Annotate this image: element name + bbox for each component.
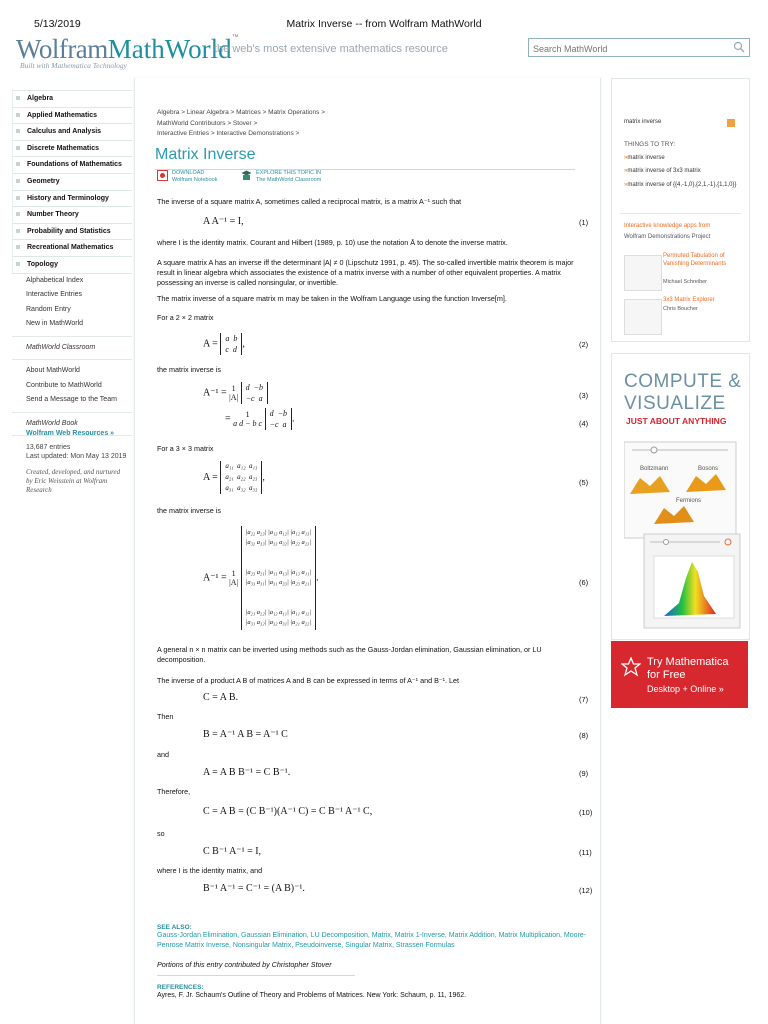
- matrix-cofactors: |a₂₂ a₂₃| |a₁₃ a₁₂| |a₁₂ a₁₃| |a₃₂ a₃₃| |a₃₃ a₃₂| |a₂₂ a₂₃| |a₂₃ a₂₁| |a₁₁ a₁₃| |a₁₃ a₁₁| |a₃₃ a₃₁| |a₃₁ a₃₃| |a₂₃ a₂₁| |a₂₁ a₂₂| |a₁₂ a₁₁| |a₁₁ a₁₂| |a₃₁ a₃₂| |a₃₂ a₃₁| |a₂₁ a₂₂|: [241, 526, 316, 630]
- last-updated: Last updated: Mon May 13 2019: [26, 453, 127, 460]
- ad-headline: [624, 371, 741, 415]
- demo-author: Chris Boucher: [663, 306, 698, 312]
- equation-number: (5): [579, 478, 589, 487]
- alpha-query[interactable]: matrix inverse: [624, 119, 662, 125]
- nav-item-topology[interactable]: Topology: [12, 257, 132, 274]
- classroom-label: EXPLORE THIS TOPIC IN: [256, 170, 322, 176]
- contributor-note: Portions of this entry contributed by Christopher Stover: [157, 960, 332, 969]
- equation-number: (4): [579, 419, 589, 428]
- equation-number: (8): [579, 731, 589, 740]
- equation-3x3-matrix: A = a₁₁ a₁₂ a₁₃ a₂₁ a₂₂ a₂₃ a₃₁ a₃₂ a₃₃,: [203, 462, 265, 492]
- nav-item-discrete-mathematics[interactable]: Discrete Mathematics: [12, 141, 132, 158]
- nav-divider: [12, 412, 132, 413]
- paragraph-definition: The inverse of a square matrix A, sometimes called a reciprocal matrix, is a matrix A⁻¹ such that: [157, 197, 462, 206]
- contrib-divider: [157, 975, 355, 976]
- demo-title[interactable]: 3x3 Matrix Explorer: [663, 297, 715, 303]
- paragraph-2x2: For a 2 × 2 matrix: [157, 313, 214, 322]
- nav-link-interactive-entries[interactable]: Interactive Entries: [26, 291, 83, 299]
- nav-item-probability[interactable]: Probability and Statistics: [12, 224, 132, 241]
- demo-thumbnail[interactable]: [624, 299, 662, 335]
- equation-8: B = A⁻¹ A B = A⁻¹ C: [203, 729, 288, 740]
- breadcrumb-line[interactable]: Algebra > Linear Algebra > Matrices > Matrix Operations >: [157, 109, 326, 116]
- logo-subtitle: Built with Mathematica Technology: [20, 61, 128, 70]
- label-boltzmann: Boltzmann: [640, 466, 669, 472]
- promo-line2: for Free: [647, 668, 686, 681]
- nav-item-foundations[interactable]: Foundations of Mathematics: [12, 157, 132, 174]
- paragraph-product: The inverse of a product A B of matrices A and B can be expressed in terms of A⁻¹ and B⁻¹. Let: [157, 676, 460, 685]
- label-bosons: Bosons: [698, 466, 719, 472]
- compute-visualize-ad[interactable]: [611, 353, 750, 640]
- title-divider: [155, 169, 575, 170]
- nav-link-send-message[interactable]: Send a Message to the Team: [26, 396, 117, 404]
- word-and: and: [157, 750, 169, 759]
- print-header: [0, 18, 768, 32]
- breadcrumb-line[interactable]: Interactive Entries > Interactive Demonstrations >: [157, 130, 300, 137]
- equation-2x2-matrix: A = a b c d,: [203, 334, 245, 354]
- equation-number: (11): [579, 848, 592, 857]
- equation-number: (12): [579, 886, 593, 895]
- web-resources-link[interactable]: Wolfram Web Resources »: [26, 430, 115, 437]
- word-then: Then: [157, 712, 174, 721]
- paragraph-general: A general n × n matrix can be inverted using methods such as the Gauss-Jordan elimination, Gaussian elimination, or LU decomposition.: [157, 645, 542, 664]
- try-link[interactable]: » matrix inverse of {{4,-1,0},{2,1,-1},{1,1,0}}: [624, 181, 742, 189]
- logo-wolfram-text: Wolfram: [16, 34, 108, 64]
- ad-compute: COMPUTE &: [624, 371, 742, 392]
- nav-link-contribute[interactable]: Contribute to MathWorld: [26, 381, 102, 389]
- equation-number: (2): [579, 340, 589, 349]
- nav-item-number-theory[interactable]: Number Theory: [12, 207, 132, 224]
- things-to-try-heading: THINGS TO TRY:: [624, 141, 676, 148]
- equation-number: (9): [579, 769, 589, 778]
- nav-link-book[interactable]: MathWorld Book: [26, 419, 78, 427]
- demo-author: Michael Schreiber: [663, 279, 708, 285]
- label-fermions: Fermions: [676, 498, 702, 504]
- nav-link-about[interactable]: About MathWorld: [26, 367, 80, 375]
- word-therefore: Therefore,: [157, 787, 191, 796]
- mathworld-logo[interactable]: [16, 34, 239, 74]
- see-also-links[interactable]: Gauss-Jordan Elimination, Gaussian Elimination, LU Decomposition, Matrix, Matrix 1-Inverse, Matrix Addition, Matrix Multiplication, Moore-Penrose Matrix Inverse, Nonsingular Matrix, Pseudoinverse, Singular Matrix, Strassen Formulas: [157, 932, 587, 949]
- ad-visualize: VISUALIZE: [624, 393, 726, 414]
- try-link[interactable]: » matrix inverse: [624, 155, 665, 161]
- mathematica-spikey-icon: [621, 657, 641, 677]
- ad-subline: JUST ABOUT ANYTHING: [626, 416, 727, 426]
- paragraph-3x3-inverse-is: the matrix inverse is: [157, 506, 221, 515]
- nav-item-calculus-and-analysis[interactable]: Calculus and Analysis: [12, 124, 132, 141]
- matrix-adjugate: d −b −c a: [265, 408, 292, 430]
- nav-divider: [12, 359, 132, 360]
- logo-mathworld-text: MathWorld: [107, 34, 232, 64]
- web-resources: [26, 430, 126, 495]
- paragraph-3x3: For a 3 × 3 matrix: [157, 444, 214, 453]
- paragraph-identity: where I is the identity matrix. Courant and Hilbert (1989, p. 10) use the notation Ā to denote the inverse matrix.: [157, 238, 508, 247]
- search-input[interactable]: [529, 41, 727, 58]
- nav-link-alphabetical-index[interactable]: Alphabetical Index: [26, 276, 84, 284]
- sidebar-divider: [620, 213, 741, 214]
- left-navigation: [12, 90, 132, 440]
- word-so: so: [157, 829, 165, 838]
- breadcrumb-line[interactable]: MathWorld Contributors > Stover >: [157, 119, 258, 127]
- equation-number: (7): [579, 695, 589, 704]
- site-credit: Created, developed, and nurtured by Eric Weisstein at Wolfram Research: [26, 468, 121, 494]
- paragraph-identity-and: where I is the identity matrix, and: [157, 866, 263, 875]
- nav-item-algebra[interactable]: Algebra: [12, 90, 132, 108]
- equation-7: C = A B.: [203, 692, 239, 703]
- ad-illustration: [624, 438, 742, 630]
- matrix-3x3: a₁₁ a₁₂ a₁₃ a₂₁ a₂₂ a₂₃ a₃₁ a₃₂ a₃₃: [220, 461, 262, 494]
- try-link[interactable]: » matrix inverse of 3x3 matrix: [624, 168, 701, 174]
- notebook-icon: [157, 170, 168, 181]
- wolfram-alpha-box: [611, 78, 750, 342]
- classroom-sub: The MathWorld Classroom: [256, 177, 322, 183]
- equation-2x2-explicit: = 1 a d − b c d −b −c a.: [225, 409, 295, 429]
- page-title: Matrix Inverse: [155, 146, 256, 163]
- search-box: [528, 38, 750, 57]
- nav-item-recreational[interactable]: Recreational Mathematics: [12, 240, 132, 257]
- download-label: DOWNLOAD: [172, 170, 205, 176]
- equation-3x3-inverse: A⁻¹ = 1 |A| |a₂₂ a₂₃| |a₁₃ a₁₂| |a₁₂ a₁₃| |a₃₂ a₃₃| |a₃₃ a₃₂| |a₂₂ a₂₃| |a₂₃ a₂₁| |a₁₁ a₁₃| |a₁₃ a₁₁| |a₃₃ a₃₁| |a₃₁ a₃₃| |a₂₃ a₂₁| |a₂₁ a₂₂| |a₁₂ a₁₁| |a₁₁ a₁₂| |a₃₁ a₃₂| |a₃₂ a₃₁| |a₂₁ a₂₂|.: [203, 526, 319, 630]
- main-content: [134, 78, 601, 1024]
- paragraph-wolfram-language: The matrix inverse of a square matrix m may be taken in the Wolfram Language using the function Inverse[m].: [157, 294, 507, 303]
- equation-9: A = A B B⁻¹ = C B⁻¹.: [203, 767, 291, 778]
- demonstrations-project-link[interactable]: Wolfram Demonstrations Project: [624, 234, 711, 240]
- classroom-icon: [241, 170, 252, 181]
- print-title: Matrix Inverse -- from Wolfram MathWorld: [286, 18, 482, 30]
- nav-item-applied-mathematics[interactable]: Applied Mathematics: [12, 108, 132, 125]
- site-tagline: the web's most extensive mathematics resource: [214, 43, 448, 55]
- nav-divider: [12, 336, 132, 337]
- print-date: 5/13/2019: [34, 18, 81, 30]
- nav-link-classroom[interactable]: MathWorld Classroom: [26, 343, 96, 351]
- demo-title[interactable]: Permuted Tabulation of Vanishing Determinants: [663, 253, 727, 267]
- see-also-heading: SEE ALSO:: [157, 924, 192, 931]
- logo-tm: ™: [231, 34, 239, 41]
- references-heading: REFERENCES:: [157, 984, 204, 991]
- nav-item-geometry[interactable]: Geometry: [12, 174, 132, 191]
- apps-heading: Interactive knowledge apps from: [624, 223, 711, 229]
- alpha-go-button[interactable]: [727, 119, 735, 127]
- nav-item-history[interactable]: History and Terminology: [12, 191, 132, 208]
- promo-line1: Try Mathematica: [647, 656, 729, 668]
- nav-link-new[interactable]: New in MathWorld: [26, 320, 84, 328]
- demo-thumbnail[interactable]: [624, 255, 662, 291]
- nav-categories: [12, 90, 132, 274]
- equation-11: C B⁻¹ A⁻¹ = I,: [203, 846, 262, 857]
- download-sub: Wolfram Notebook: [172, 177, 218, 183]
- reference-item: Ayres, F. Jr. Schaum's Outline of Theory and Problems of Matrices. New York: Schaum, p. 11, 1962.: [157, 992, 467, 999]
- promo-cta[interactable]: Desktop + Online »: [647, 684, 724, 694]
- nav-link-random-entry[interactable]: Random Entry: [26, 305, 71, 313]
- equation-number: (3): [579, 391, 589, 400]
- search-icon[interactable]: [733, 41, 745, 53]
- equation-1: A A⁻¹ = I,: [203, 216, 244, 227]
- matrix-2x2: a b c d: [220, 333, 242, 355]
- entry-count: 13,687 entries: [26, 444, 71, 451]
- paragraph-determinant: A square matrix A has an inverse iff the determinant |A| ≠ 0 (Lipschutz 1991, p. 45). The so-called invertible matrix theorem is major result in linear algebra which associates the existence of a matrix inverse with a number of other equivalent properties. A matrix possessing an inverse is called nonsingular, or invertible.: [157, 258, 574, 287]
- equation-2x2-inverse: A⁻¹ = 1 |A| d −b −c a: [203, 382, 268, 404]
- try-mathematica-promo[interactable]: [611, 641, 748, 708]
- paragraph-inverse-is: the matrix inverse is: [157, 365, 221, 374]
- matrix-adjugate: d −b −c a: [241, 382, 268, 404]
- equation-12: B⁻¹ A⁻¹ = C⁻¹ = (A B)⁻¹.: [203, 883, 305, 894]
- equation-number: (1): [579, 218, 589, 227]
- promo-headline: [647, 656, 729, 681]
- equation-number: (6): [579, 578, 589, 587]
- equation-number: (10): [579, 808, 593, 817]
- breadcrumb: [157, 108, 325, 140]
- equation-10: C = A B = (C B⁻¹)(A⁻¹ C) = C B⁻¹ A⁻¹ C,: [203, 806, 373, 817]
